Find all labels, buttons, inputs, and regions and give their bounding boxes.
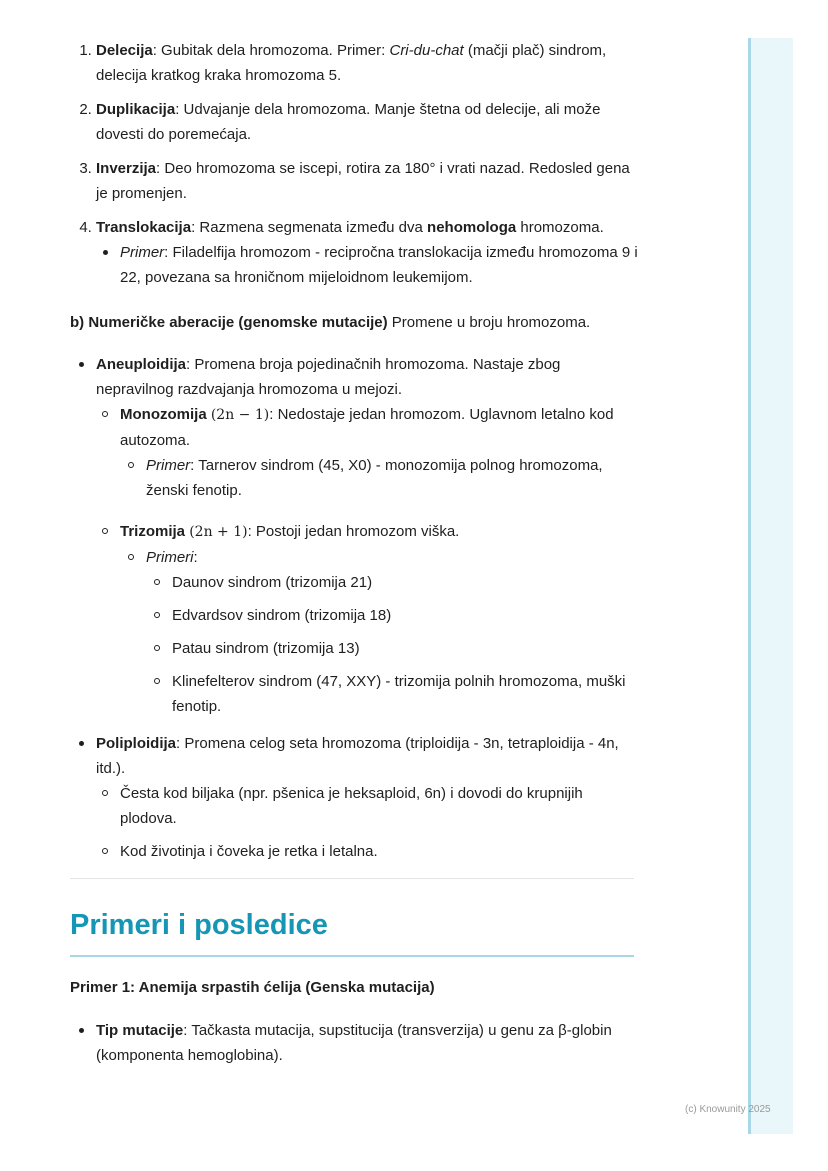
list-item-duplication: 2. Duplikacija: Udvajanje dela hromozoma. Manje štetna od delecije, ali može dovesti do poremećaja. [96,97,638,147]
list-item: Edvardsov sindrom (trizomija 18) [172,603,638,628]
list-item: Primer: Filadelfija hromozom - recipročna translokacija između hromozoma 9 i 22, povezana sa hroničnom mijeloidnom leukemijom. [120,240,638,290]
list-item: Primer: Tarnerov sindrom (45, X0) - monozomija polnog hromozoma, ženski fenotip. [146,453,638,503]
numeric-aberrations-list [70,352,638,864]
list-item-trisomy: Trizomija (2n + 1): Postoji jedan hromozom viška. Primeri: Daunov sindrom (trizomija 21) Edvardsov sindrom (trizomija 18) Patau sindrom (trizomija 13) Klinefelterov sindrom (47, XXY) - trizomija polnih hromozoma, muški fenotip. [120,519,638,719]
copyright-footer: (c) Knowunity 2025 [685,1104,771,1115]
monosomy-example-list [120,453,638,503]
list-item-aneuploidy: Aneuploidija: Promena broja pojedinačnih hromozoma. Nastaje zbog nepravilnog razdvajanja hromozoma u mejozi. Monozomija (2n − 1): Nedostaje jedan hromozom. Uglavnom letalno kod autozoma. Primer: Tarnerov sindrom (45, X0) - monozomija polnog hromozoma, ženski fenotip. Trizomija (2n + 1): Postoji jedan hromozom viška. Primeri: Daunov sindrom (trizomija 21) Edvardsov sindrom (trizomija 18) Patau sindrom (trizomija 13) Klinefelterov sindrom (47, XXY) - trizomija polnih hromozoma, muški fenotip. [96,352,638,719]
list-item-deletion: 1. Delecija: Gubitak dela hromozoma. Primer: Cri-du-chat (mačji plač) sindrom, delecija kratkog kraka hromozoma 5. [96,38,638,88]
right-margin-bar [748,38,793,1134]
structural-aberrations-list [70,38,638,290]
example-details-list [70,1018,638,1068]
translocation-example-list [96,240,638,290]
list-item-polyploidy: Poliploidija: Promena celog seta hromozoma (triploidija - 3n, tetraploidija - 4n, itd.). Česta kod biljaka (npr. pšenica je heksaploid, 6n) i dovodi do krupnijih plodova. Kod životinja i čoveka je retka i letalna. [96,731,638,864]
list-item-inversion: 3. Inverzija: Deo hromozoma se iscepi, rotira za 180° i vrati nazad. Redosled gena je promenjen. [96,156,638,206]
list-item-mutation-type: Tip mutacije: Tačkasta mutacija, supstitucija (transverzija) u genu za β-globin (komponenta hemoglobina). [96,1018,638,1068]
section-divider [70,878,634,879]
list-item: Klinefelterov sindrom (47, XXY) - trizomija polnih hromozoma, muški fenotip. [172,669,638,719]
list-item-translocation: 4. Translokacija: Razmena segmenata između dva nehomologa hromozoma. Primer: Filadelfija hromozom - recipročna translokacija između hromozoma 9 i 22, povezana sa hroničnom mijeloidnom leukemijom. [96,215,638,290]
list-item: Daunov sindrom (trizomija 21) [172,570,638,595]
trisomy-examples-list [120,545,638,719]
polyploidy-sublist [96,781,638,864]
numeric-aberrations-heading: b) Numeričke aberacije (genomske mutacije) Promene u broju hromozoma. [70,314,591,331]
list-item: Primeri: Daunov sindrom (trizomija 21) Edvardsov sindrom (trizomija 18) Patau sindrom (trizomija 13) Klinefelterov sindrom (47, XXY) - trizomija polnih hromozoma, muški fenotip. [146,545,638,719]
list-item-monosomy: Monozomija (2n − 1): Nedostaje jedan hromozom. Uglavnom letalno kod autozoma. Primer: Tarnerov sindrom (45, X0) - monozomija polnog hromozoma, ženski fenotip. [120,402,638,503]
list-item: Kod životinja i čoveka je retka i letalna. [120,839,638,864]
document-content [70,38,638,1068]
section-title: Primeri i posledice [70,905,634,957]
list-item: Patau sindrom (trizomija 13) [172,636,638,661]
trisomy-syndromes-list [146,570,638,719]
list-item: Česta kod biljaka (npr. pšenica je heksaploid, 6n) i dovodi do krupnijih plodova. [120,781,638,831]
aneuploidy-sublist [96,402,638,719]
example-title: Primer 1: Anemija srpastih ćelija (Genska mutacija) [70,979,435,996]
